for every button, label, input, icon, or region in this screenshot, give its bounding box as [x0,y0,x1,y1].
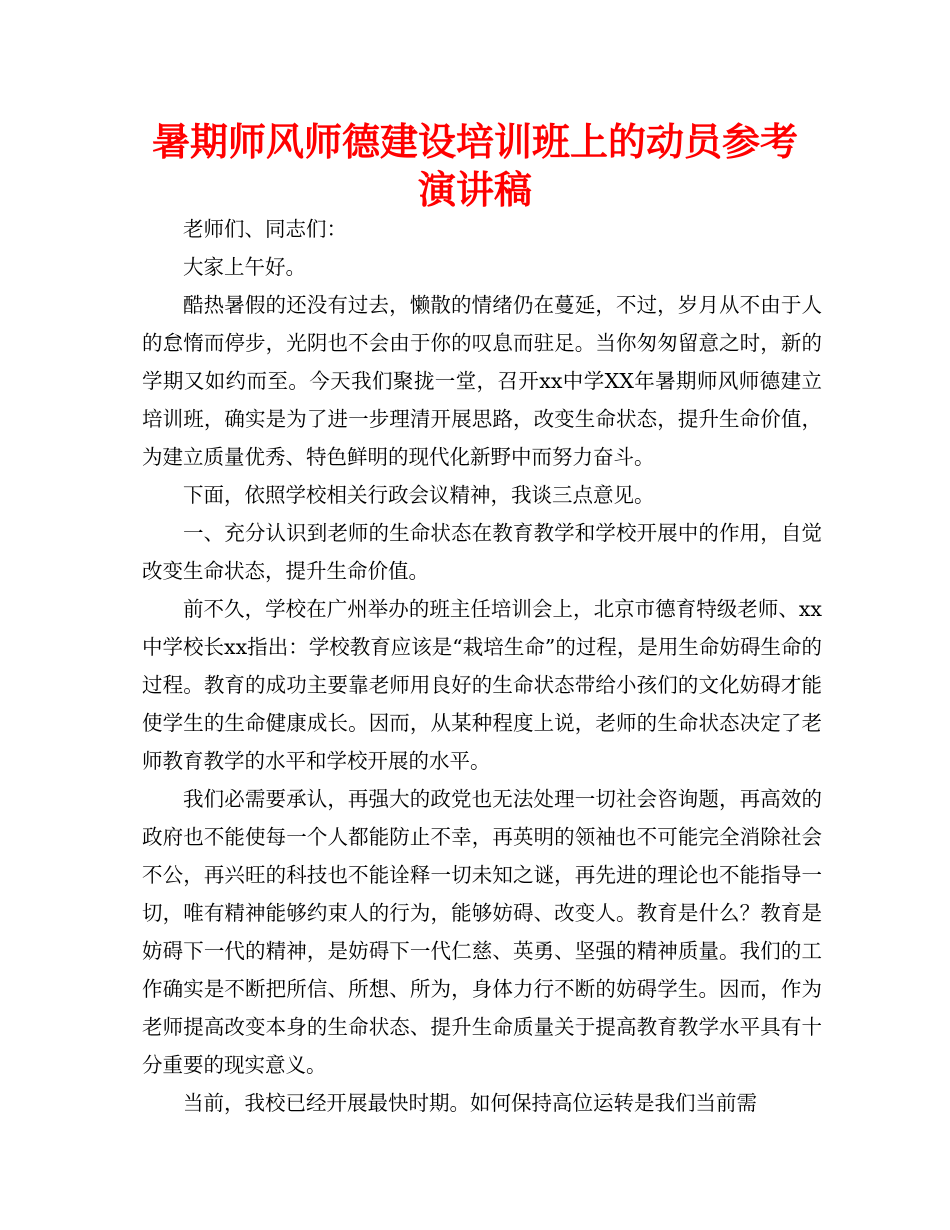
section-heading-paragraph: 一、充分认识到老师的生命状态在教育教学和学校开展中的作用，自觉改变生命状态，提升生命价值。 [142,521,822,583]
body-paragraph: 下面，依照学校相关行政会议精神，我谈三点意见。 [183,483,655,507]
body-paragraph: 我们必需要承认，再强大的政党也无法处理一切社会咨询题，再高效的政府也不能使每一个人都能防止不幸，再英明的领袖也不可能完全消除社会不公，再兴旺的科技也不能诠释一切未知之谜，再先进的理论也不能指导一切，唯有精神能够约束人的行为，能够妨碍、改变人。教育是什么？教育是妨碍下一代的精神，是妨碍下一代仁慈、英勇、坚强的精神质量。我们的工作确实是不断把所信、所想、所为，身体力行不断的妨碍学生。因而，作为老师提高改变本身的生命状态、提升生命质量关于提高教育教学水平具有十分重要的现实意义。 [142,787,822,1077]
body-paragraph: 当前，我校已经开展最快时期。如何保持高位运转是我们当前需 [183,1091,757,1115]
body-paragraph: 前不久，学校在广州举办的班主任培训会上，北京市德育特级老师、xx中学校长xx指出：学校教育应该是“栽培生命”的过程，是用生命妨碍生命的过程。教育的成功主要靠老师用良好的生命状态带给小孩们的文化妨碍才能使学生的生命健康成长。因而，从某种程度上说，老师的生命状态决定了老师教育教学的水平和学校开展的水平。 [142,597,822,773]
document-title: 暑期师风师德建设培训班上的动员参考演讲稿 [151,120,798,212]
salutation-paragraph: 老师们、同志们： [183,217,347,241]
body-paragraph: 酷热暑假的还没有过去，懒散的情绪仍在蔓延，不过，岁月从不由于人的怠惰而停步，光阴也不会由于你的叹息而驻足。当你匆匆留意之时，新的学期又如约而至。今天我们聚拢一堂，召开xx中学XX年暑期师风师德建立培训班，确实是为了进一步理清开展思路，改变生命状态，提升生命价值，为建立质量优秀、特色鲜明的现代化新野中而努力奋斗。 [142,293,822,469]
greeting-paragraph: 大家上午好。 [183,255,306,279]
document-body [142,210,822,1122]
